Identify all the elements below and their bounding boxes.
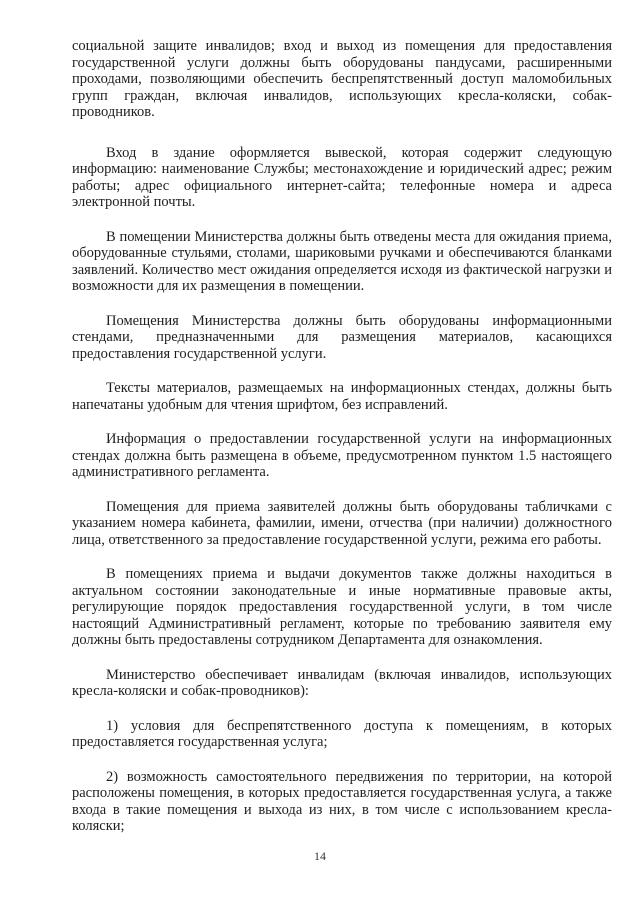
paragraph-legal-acts: В помещениях приема и выдачи документов также должны находиться в актуальном состоянии законодательные и иные нормативные правовые акты, регулирующие порядок предоставления государственной услуги, в том числе настоящий Административный регламент, которые по требованию заявителя ему должны быть предоставлены сотрудником Департамента для ознакомления. — [72, 566, 612, 648]
paragraph-reception-plates: Помещения для приема заявителей должны быть оборудованы табличками с указанием номера кабинета, фамилии, имени, отчества (при наличии) должностного лица, ответственного за предоставление государственной услуги, режима его работы. — [72, 498, 612, 548]
paragraph-waiting-area: В помещении Министерства должны быть отведены места для ожидания приема, оборудованные стульями, столами, шариковыми ручками и обеспечиваются бланками заявлений. Количество мест ожидания определяется исходя из фактической нагрузки и возможности для их размещения в помещении. — [72, 228, 612, 294]
paragraph-accessibility-continuation: социальной защите инвалидов; вход и выход из помещения для предоставления государственной услуги должны быть оборудованы пандусами, расширенными проходами, позволяющими обеспечить беспрепятственный доступ маломобильных групп граждан, включая инвалидов, использующих кресла-коляски, собак-проводников. — [72, 38, 612, 120]
body-text — [72, 38, 612, 853]
paragraph-stand-materials: Тексты материалов, размещаемых на информационных стендах, должны быть напечатаны удобным для чтения шрифтом, без исправлений. — [72, 380, 612, 413]
paragraph-info-stands: Помещения Министерства должны быть оборудованы информационными стендами, предназначенными для размещения материалов, касающихся предоставления государственной услуги. — [72, 312, 612, 362]
page-number: 14 — [314, 849, 326, 863]
paragraph-entrance-sign: Вход в здание оформляется вывеской, которая содержит следующую информацию: наименование Службы; местонахождение и юридический адрес; режим работы; адрес официального интернет-сайта; телефонные номера и адреса электронной почты. — [72, 144, 612, 210]
list-item-1: 1) условия для беспрепятственного доступа к помещениям, в которых предоставляется государственная услуга; — [72, 717, 612, 750]
paragraph-ministry-provides: Министерство обеспечивает инвалидам (включая инвалидов, использующих кресла-коляски и собак-проводников): — [72, 666, 612, 699]
list-item-2: 2) возможность самостоятельного передвижения по территории, на которой расположены помещения, в которых предоставляется государственная услуга, а также входа в такие помещения и выхода из них, в том числе с использованием кресла-коляски; — [72, 768, 612, 834]
paragraph-info-volume: Информация о предоставлении государственной услуги на информационных стендах должна быть размещена в объеме, предусмотренном пунктом 1.5 настоящего административного регламента. — [72, 431, 612, 480]
